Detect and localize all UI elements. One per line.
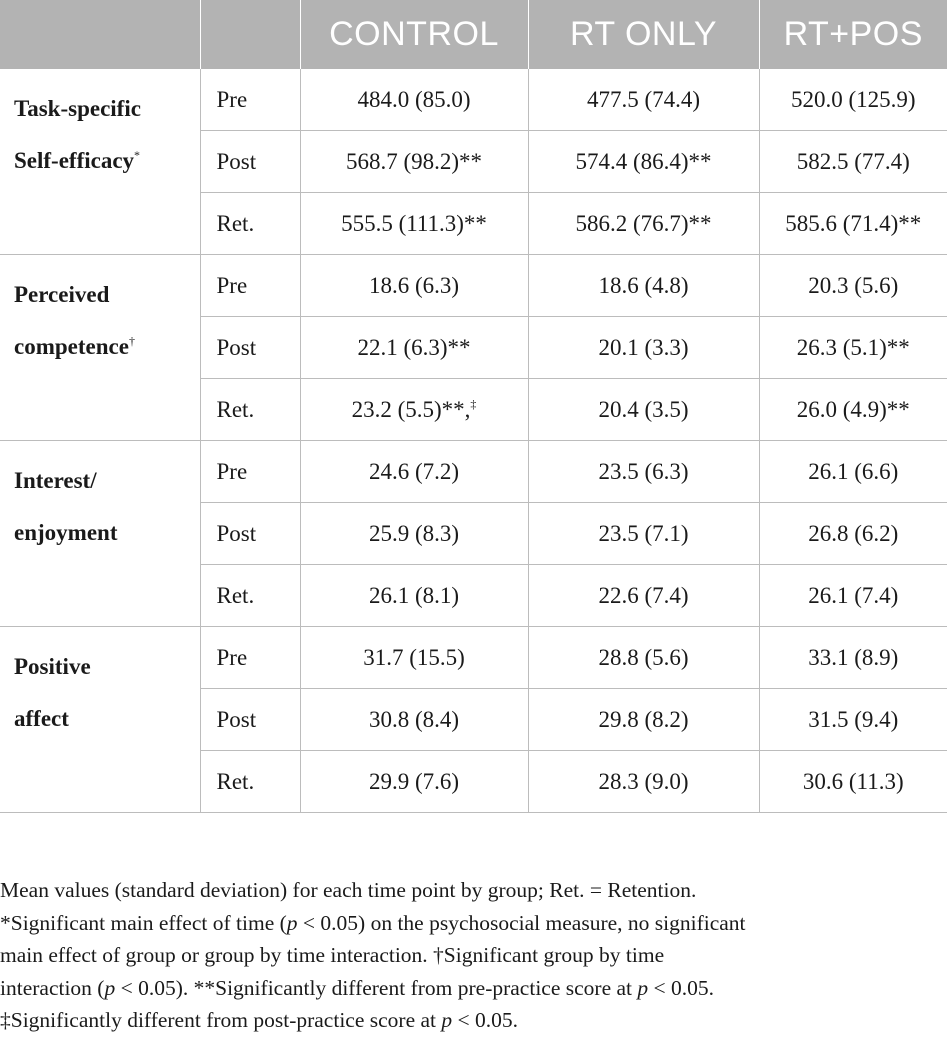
header-time <box>200 0 300 69</box>
time-label: Pre <box>200 627 300 689</box>
p-symbol: p <box>637 975 649 1000</box>
time-label: Post <box>200 317 300 379</box>
time-label: Post <box>200 689 300 751</box>
table-cell: 28.3 (9.0) <box>528 751 759 813</box>
table-cell: 28.8 (5.6) <box>528 627 759 689</box>
table-cell: 25.9 (8.3) <box>300 503 528 565</box>
footnote-line <box>0 907 940 940</box>
table-cell: 26.0 (4.9)** <box>759 379 947 441</box>
footnote-text: main effect of group or group by time interaction. †Significant group by time <box>0 943 665 967</box>
table-cell: 23.5 (6.3) <box>528 441 759 503</box>
footnote-text: < 0.05. <box>452 1008 519 1032</box>
measure-footnote-mark: * <box>134 148 141 162</box>
time-label: Pre <box>200 69 300 131</box>
measure-label-interest-enjoyment <box>0 441 200 627</box>
footnote-line <box>0 1004 940 1037</box>
table-cell: 582.5 (77.4) <box>759 131 947 193</box>
table-cell: 26.3 (5.1)** <box>759 317 947 379</box>
table-cell: 585.6 (71.4)** <box>759 193 947 255</box>
table-row <box>0 255 947 317</box>
measure-line1: Interest/ <box>14 468 97 493</box>
footnote-text: < 0.05) on the psychosocial measure, no significant <box>297 910 746 935</box>
table-cell: 33.1 (8.9) <box>759 627 947 689</box>
table-cell: 20.1 (3.3) <box>528 317 759 379</box>
header-measure <box>0 0 200 69</box>
time-label: Ret. <box>200 751 300 813</box>
measure-line2: affect <box>14 706 69 731</box>
table-footnote <box>0 874 940 1037</box>
footnote-text: *Significant main effect of time ( <box>0 910 287 935</box>
footnote-text: < 0.05). **Significantly different from pre-practice score at <box>115 975 638 1000</box>
table-row <box>0 441 947 503</box>
table-row <box>0 627 947 689</box>
table-cell: 31.7 (15.5) <box>300 627 528 689</box>
time-label: Pre <box>200 255 300 317</box>
footnote-line <box>0 939 940 972</box>
measure-line1: Positive <box>14 654 91 679</box>
table-cell: 30.8 (8.4) <box>300 689 528 751</box>
table-cell: 20.3 (5.6) <box>759 255 947 317</box>
p-symbol: p <box>104 975 116 1000</box>
cell-value: 23.2 (5.5)**, <box>351 396 471 422</box>
table-cell: 555.5 (111.3)** <box>300 193 528 255</box>
table-cell: 18.6 (6.3) <box>300 255 528 317</box>
cell-footnote-mark: ‡ <box>470 396 477 411</box>
table-row <box>0 69 947 131</box>
header-rt-only: RT ONLY <box>528 0 759 69</box>
table-cell: 520.0 (125.9) <box>759 69 947 131</box>
header-control: CONTROL <box>300 0 528 69</box>
table-cell: 477.5 (74.4) <box>528 69 759 131</box>
footnote-text: ‡Significantly different from post-practice score at <box>0 1008 442 1032</box>
measure-label-positive-affect <box>0 627 200 813</box>
time-label: Post <box>200 131 300 193</box>
time-label: Ret. <box>200 379 300 441</box>
table-cell: 29.9 (7.6) <box>300 751 528 813</box>
time-label: Ret. <box>200 565 300 627</box>
measure-line2: Self-efficacy <box>14 148 135 173</box>
time-label: Pre <box>200 441 300 503</box>
table-cell: 26.1 (7.4) <box>759 565 947 627</box>
measure-label-perceived-competence <box>0 255 200 441</box>
measure-line1: Perceived <box>14 282 110 307</box>
table-cell: 484.0 (85.0) <box>300 69 528 131</box>
time-label: Ret. <box>200 193 300 255</box>
table-cell: 18.6 (4.8) <box>528 255 759 317</box>
table-cell: 22.6 (7.4) <box>528 565 759 627</box>
table-cell: 26.1 (8.1) <box>300 565 528 627</box>
header-row <box>0 0 947 69</box>
header-rt-pos: RT+POS <box>759 0 947 69</box>
table-cell: 20.4 (3.5) <box>528 379 759 441</box>
table-cell: 30.6 (11.3) <box>759 751 947 813</box>
table-cell: 586.2 (76.7)** <box>528 193 759 255</box>
footnote-text: interaction ( <box>0 975 105 1000</box>
table-cell: 26.8 (6.2) <box>759 503 947 565</box>
table-cell: 24.6 (7.2) <box>300 441 528 503</box>
table-cell: 22.1 (6.3)** <box>300 317 528 379</box>
measure-label-self-efficacy <box>0 69 200 255</box>
table-cell: 574.4 (86.4)** <box>528 131 759 193</box>
table-cell: 23.5 (7.1) <box>528 503 759 565</box>
table-cell: 26.1 (6.6) <box>759 441 947 503</box>
footnote-line <box>0 972 940 1005</box>
footnote-line <box>0 874 940 907</box>
measure-line1: Task-specific <box>14 96 141 121</box>
p-symbol: p <box>441 1008 453 1032</box>
measure-line2: enjoyment <box>14 520 118 545</box>
table-cell: 568.7 (98.2)** <box>300 131 528 193</box>
table-cell: 29.8 (8.2) <box>528 689 759 751</box>
table-cell <box>300 379 528 441</box>
footnote-text: < 0.05. <box>648 975 715 1000</box>
time-label: Post <box>200 503 300 565</box>
p-symbol: p <box>286 910 298 935</box>
table-cell: 31.5 (9.4) <box>759 689 947 751</box>
footnote-text: Mean values (standard deviation) for each time point by group; Ret. = Retention. <box>0 878 697 902</box>
measure-footnote-mark: † <box>128 334 135 348</box>
measure-line2: competence <box>14 334 129 359</box>
